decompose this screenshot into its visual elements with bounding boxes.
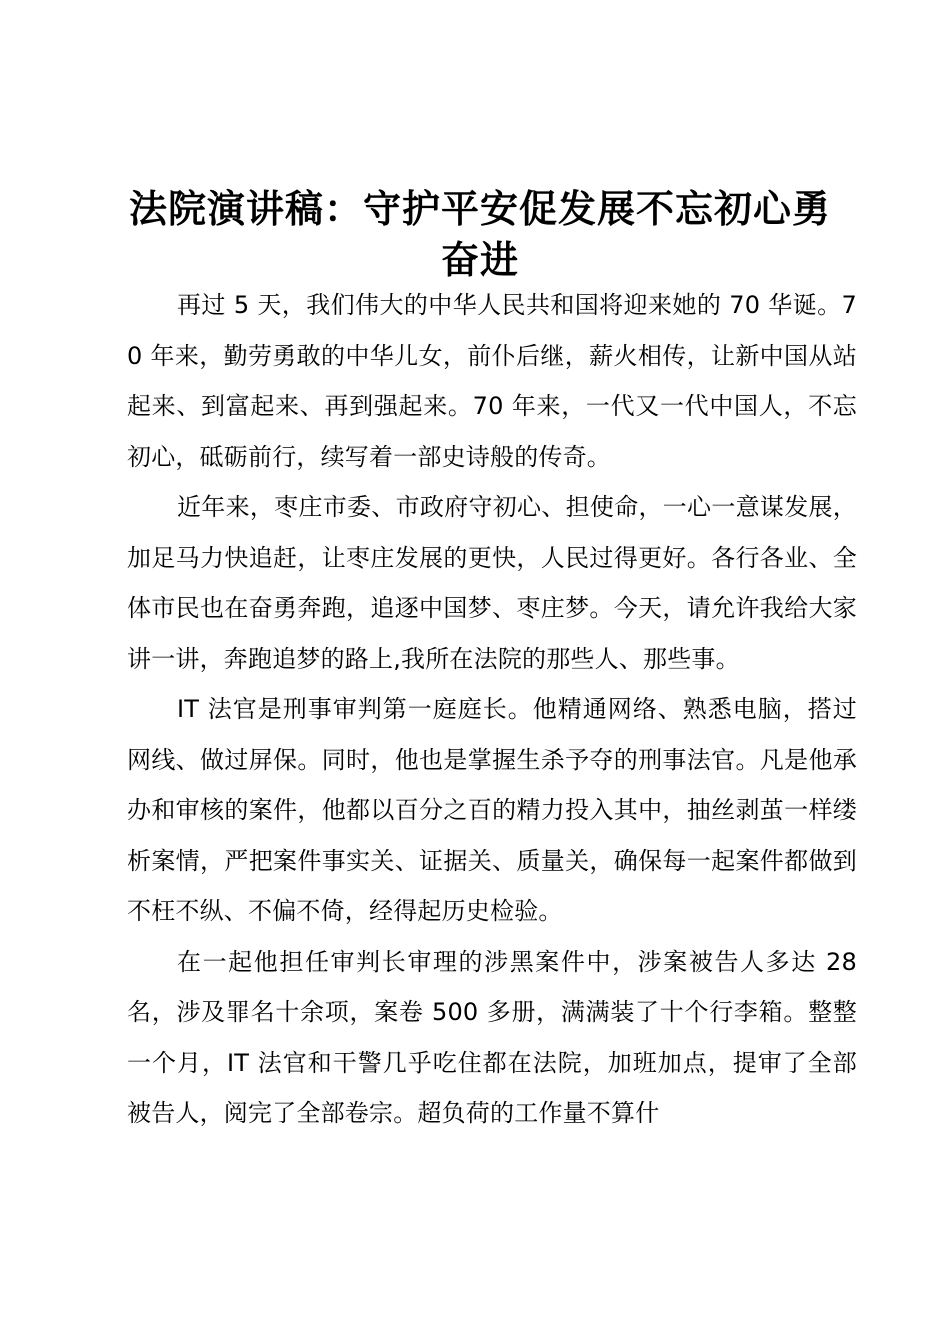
paragraph: 近年来，枣庄市委、市政府守初心、担使命，一心一意谋发展，加足马力快追赶，让枣庄发展的更快，人民过得更好。各行各业、全体市民也在奋勇奔跑，追逐中国梦、枣庄梦。今天，请允许我给大家讲一讲，奔跑追梦的路上,我所在法院的那些人、那些事。 <box>127 493 857 673</box>
paragraph: 再过 5 天，我们伟大的中华人民共和国将迎来她的 70 华诞。70 年来，勤劳勇敢的中华儿女，前仆后继，薪火相传，让新中国从站起来、到富起来、再到强起来。70 年来，一代又一代中国人，不忘初心，砥砺前行，续写着一部史诗般的传奇。 <box>127 291 857 471</box>
page-title: 法院演讲稿：守护平安促发展不忘初心勇奋进 <box>128 186 831 282</box>
document-body <box>127 280 857 1139</box>
paragraph: IT 法官是刑事审判第一庭庭长。他精通网络、熟悉电脑，搭过网线、做过屏保。同时，他也是掌握生杀予夺的刑事法官。凡是他承办和审核的案件，他都以百分之百的精力投入其中，抽丝剥茧一样缕析案情，严把案件事实关、证据关、质量关，确保每一起案件都做到不枉不纵、不偏不倚，经得起历史检验。 <box>127 695 857 925</box>
paragraph: 在一起他担任审判长审理的涉黑案件中，涉案被告人多达 28 名，涉及罪名十余项，案卷 500 多册，满满装了十个行李箱。整整一个月，IT 法官和干警几乎吃住都在法院，加班加点，提审了全部被告人，阅完了全部卷宗。超负荷的工作量不算什 <box>127 947 857 1127</box>
